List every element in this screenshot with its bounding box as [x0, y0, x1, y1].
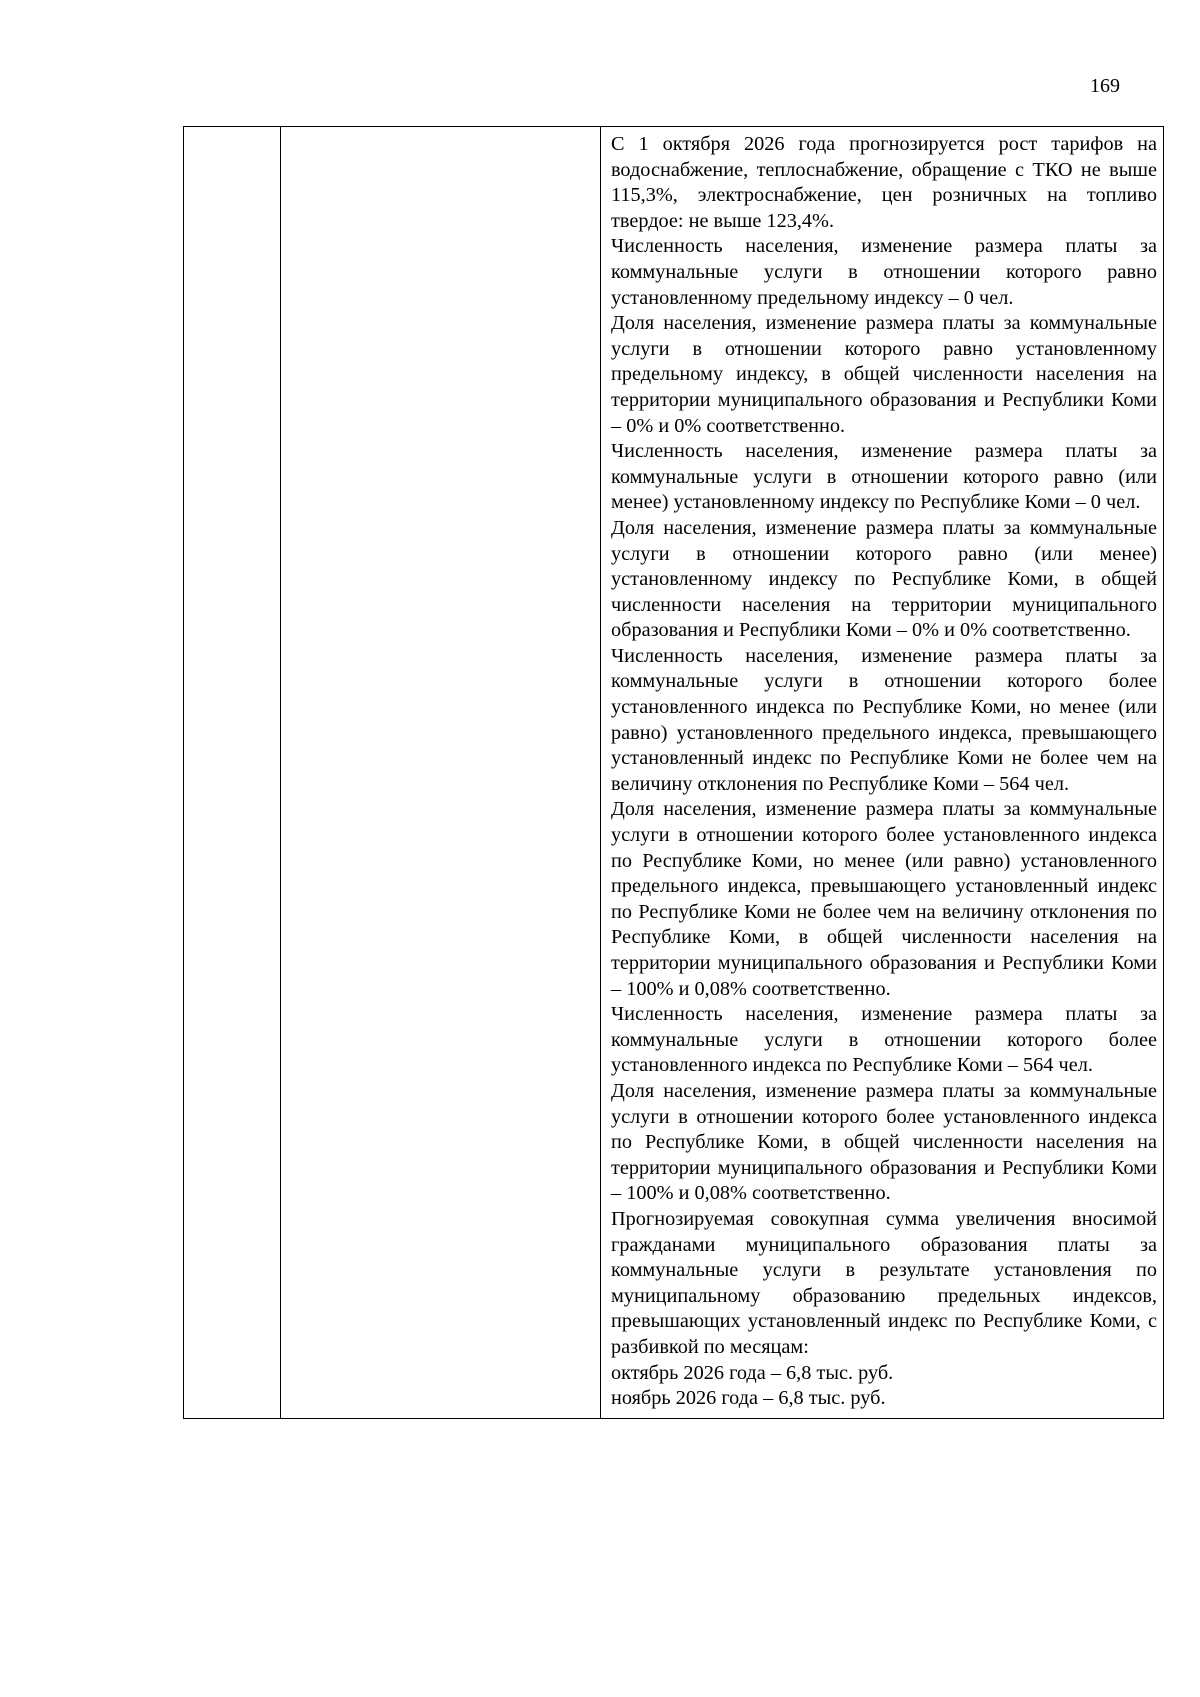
paragraph-share-above-index: Доля населения, изменение размера платы за коммунальные услуги в отношении которого более установленного индекса по Республике Коми, в общей численности населения на территории муниципального образования и Республики Коми – 100% и 0,08% соответственно. [611, 1079, 1157, 1205]
paragraph-share-equal-limit: Доля населения, изменение размера платы за коммунальные услуги в отношении которого равно установленному предельному индексу, в общей численности населения на территории муниципального образования и Республики Коми – 0% и 0% соответственно. [611, 312, 1157, 437]
table-row [184, 127, 1164, 1419]
page-number: 169 [1090, 75, 1120, 97]
forecast-text-cell [601, 127, 1164, 1419]
monthly-line-november: ноябрь 2026 года – 6,8 тыс. руб. [611, 1387, 886, 1410]
paragraph-share-equal-or-less-index: Доля населения, изменение размера платы за коммунальные услуги в отношении которого равно (или менее) установленному индексу по Республике Коми, в общей численности населения на территории муниципального образования и Республики Коми – 0% и 0% соответственно. [611, 516, 1157, 642]
paragraph-population-above-index-within-deviation: Численность населения, изменение размера платы за коммунальные услуги в отношении которого более установленного индекса по Республике Коми, но менее (или равно) установленного предельного индекса, превышающего установленный индекс по Республике Коми не более чем на величину отклонения по Республике Коми – 564 чел. [611, 644, 1157, 795]
empty-cell-indicator [281, 127, 601, 1419]
paragraph-forecast-total-increase: Прогнозируемая совокупная сумма увеличения вносимой гражданами муниципального образования платы за коммунальные услуги в результате установления по муниципальному образованию предельных индексов, превышающих установленный индекс по Республике Коми, с разбивкой по месяцам: [611, 1207, 1157, 1358]
forecast-table [183, 126, 1164, 1419]
paragraph-population-equal-limit: Численность населения, изменение размера платы за коммунальные услуги в отношении которого равно установленному предельному индексу – 0 чел. [611, 235, 1157, 309]
empty-cell-number [184, 127, 281, 1419]
paragraph-population-equal-or-less-index: Численность населения, изменение размера платы за коммунальные услуги в отношении которого равно (или менее) установленному индексу по Республике Коми – 0 чел. [611, 440, 1157, 514]
paragraph-tariff-growth: С 1 октября 2026 года прогнозируется рост тарифов на водоснабжение, теплоснабжение, обращение с ТКО не выше 115,3%, электроснабжение, цен розничных на топливо твердое: не выше 123,4%. [611, 133, 1157, 232]
paragraph-share-above-index-within-deviation: Доля населения, изменение размера платы за коммунальные услуги в отношении которого более установленного индекса по Республике Коми, но менее (или равно) установленного предельного индекса, превышающего установленный индекс по Республике Коми не более чем на величину отклонения по Республике Коми, в общей численности населения на территории муниципального образования и Республики Коми – 100% и 0,08% соответственно. [611, 798, 1157, 1000]
monthly-line-october: октябрь 2026 года – 6,8 тыс. руб. [611, 1361, 894, 1384]
paragraph-population-above-index: Численность населения, изменение размера платы за коммунальные услуги в отношении которого более установленного индекса по Республике Коми – 564 чел. [611, 1003, 1157, 1077]
